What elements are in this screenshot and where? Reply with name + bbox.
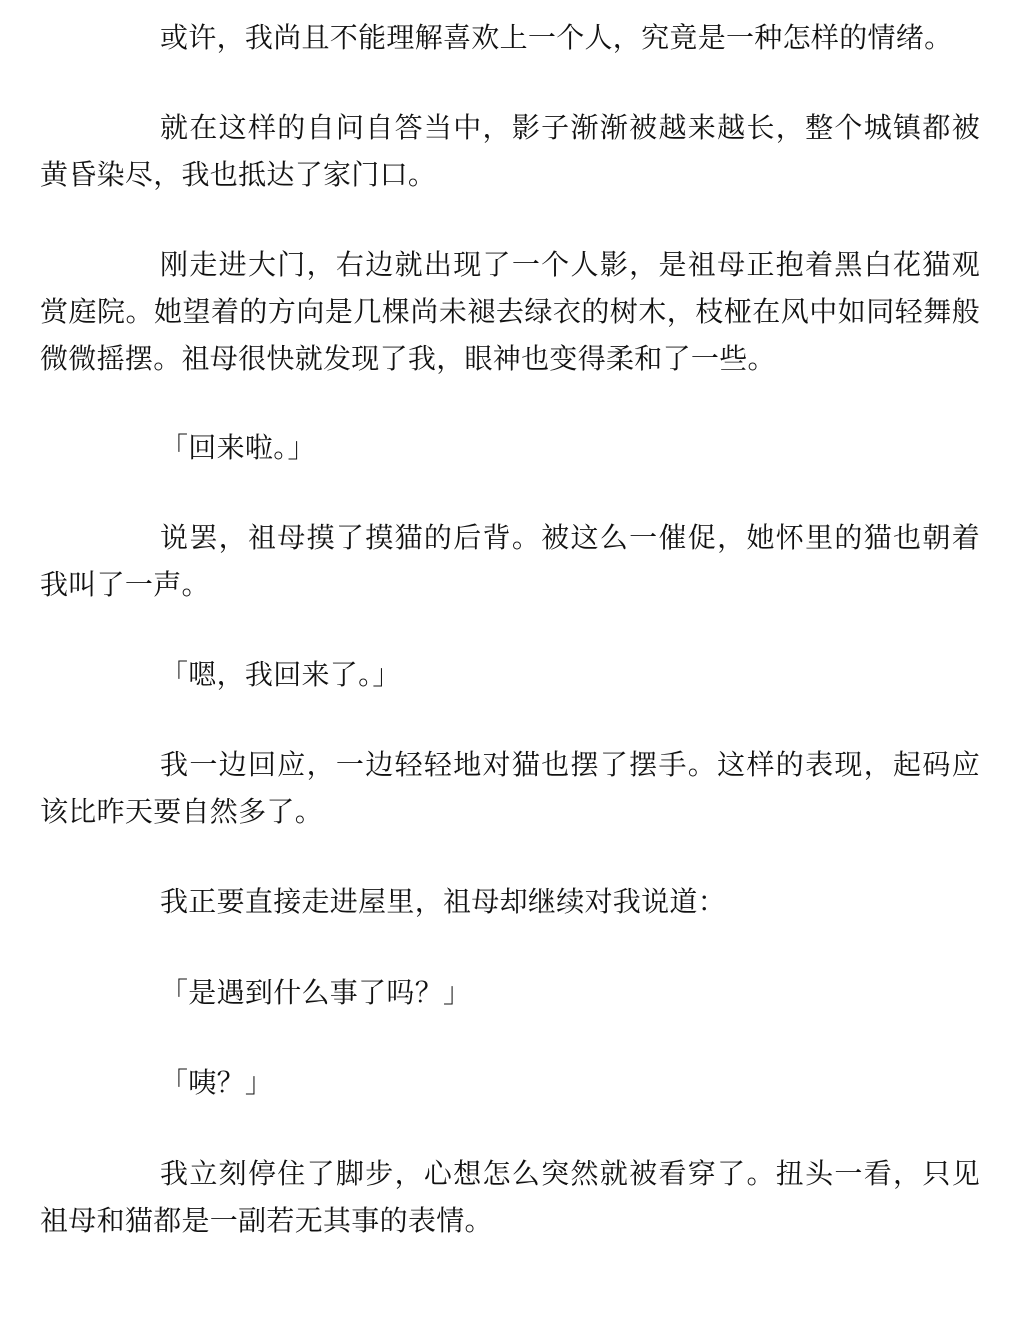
dialogue-line: 「嗯，我回来了。」 bbox=[160, 658, 401, 691]
paragraph: 我正要直接走进屋里，祖母却继续对我说道： bbox=[160, 885, 727, 918]
paragraph: 刚走进大门，右边就出现了一个人影，是祖母正抱着黑白花猫观赏庭院。她望着的方向是几棵尚未褪去绿衣的树木，枝桠在风中如同轻舞般微微摇摆。祖母很快就发现了我，眼神也变得柔和了一些。 bbox=[40, 248, 980, 375]
paragraph: 或许，我尚且不能理解喜欢上一个人，究竟是一种怎样的情绪。 bbox=[160, 21, 953, 54]
paragraph: 我立刻停住了脚步，心想怎么突然就被看穿了。扭头一看，只见祖母和猫都是一副若无其事的表情。 bbox=[40, 1157, 980, 1237]
paragraph: 就在这样的自问自答当中，影子渐渐被越来越长，整个城镇都被黄昏染尽，我也抵达了家门口。 bbox=[40, 111, 980, 191]
paragraph: 我一边回应，一边轻轻地对猫也摆了摆手。这样的表现，起码应该比昨天要自然多了。 bbox=[40, 748, 980, 828]
paragraph: 说罢，祖母摸了摸猫的后背。被这么一催促，她怀里的猫也朝着我叫了一声。 bbox=[40, 521, 980, 601]
dialogue-line: 「回来啦。」 bbox=[160, 431, 316, 464]
dialogue-line: 「咦？」 bbox=[160, 1066, 274, 1099]
dialogue-line: 「是遇到什么事了吗？」 bbox=[160, 976, 472, 1009]
